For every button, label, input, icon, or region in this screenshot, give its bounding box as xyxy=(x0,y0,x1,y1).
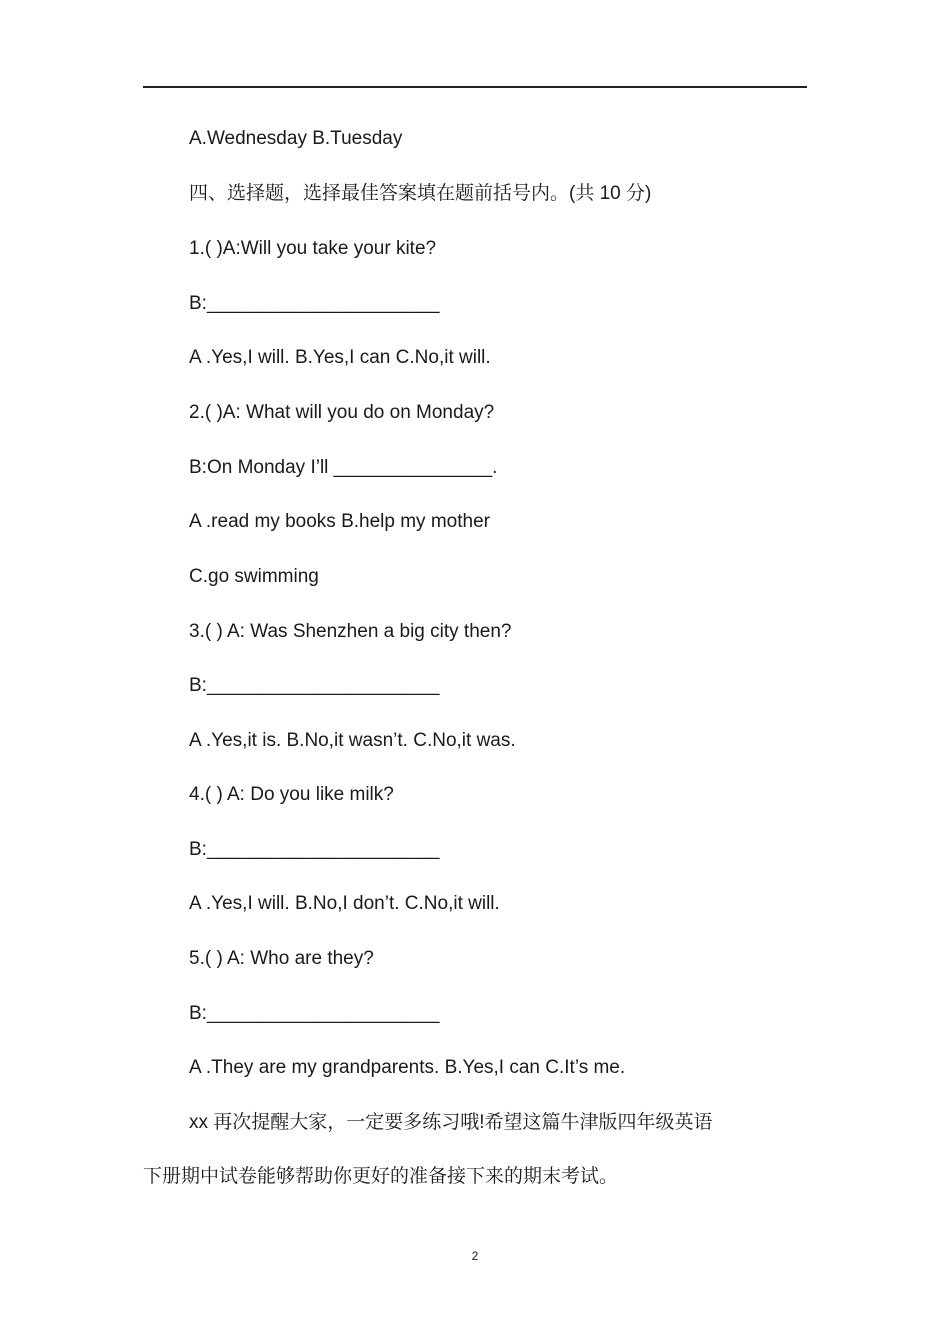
question-3: 3.( ) A: Was Shenzhen a big city then? xyxy=(189,621,512,642)
question-2: 2.( )A: What will you do on Monday? xyxy=(189,402,495,423)
section-heading: 四、选择题，选择最佳答案填在题前括号内。(共 10 分) xyxy=(189,183,652,204)
answer-blank-2: B:On Monday I’ll _______________. xyxy=(189,457,498,478)
closing-line-1: xx 再次提醒大家，一定要多练习哦!希望这篇牛津版四年级英语 xyxy=(189,1112,713,1133)
question-1: 1.( )A:Will you take your kite? xyxy=(189,238,437,259)
answer-blank-3: B:______________________ xyxy=(189,675,440,696)
options-2-continued: C.go swimming xyxy=(189,566,319,587)
answer-blank-5: B:______________________ xyxy=(189,1003,440,1024)
question-5: 5.( ) A: Who are they? xyxy=(189,948,374,969)
options-4: A .Yes,I will. B.No,I don’t. C.No,it will. xyxy=(189,893,500,914)
header-rule xyxy=(143,86,807,88)
options-3: A .Yes,it is. B.No,it wasn’t. C.No,it was. xyxy=(189,730,516,751)
closing-line-2: 下册期中试卷能够帮助你更好的准备接下来的期末考试。 xyxy=(143,1166,619,1187)
page-number: 2 xyxy=(471,1249,479,1263)
options-1: A .Yes,I will. B.Yes,I can C.No,it will. xyxy=(189,347,491,368)
options-2: A .read my books B.help my mother xyxy=(189,511,490,532)
answer-blank-4: B:______________________ xyxy=(189,839,440,860)
options-5: A .They are my grandparents. B.Yes,I can C.It’s me. xyxy=(189,1057,626,1078)
answer-blank-1: B:______________________ xyxy=(189,293,440,314)
question-4: 4.( ) A: Do you like milk? xyxy=(189,784,394,805)
prior-answer-options: A.Wednesday B.Tuesday xyxy=(189,128,403,149)
